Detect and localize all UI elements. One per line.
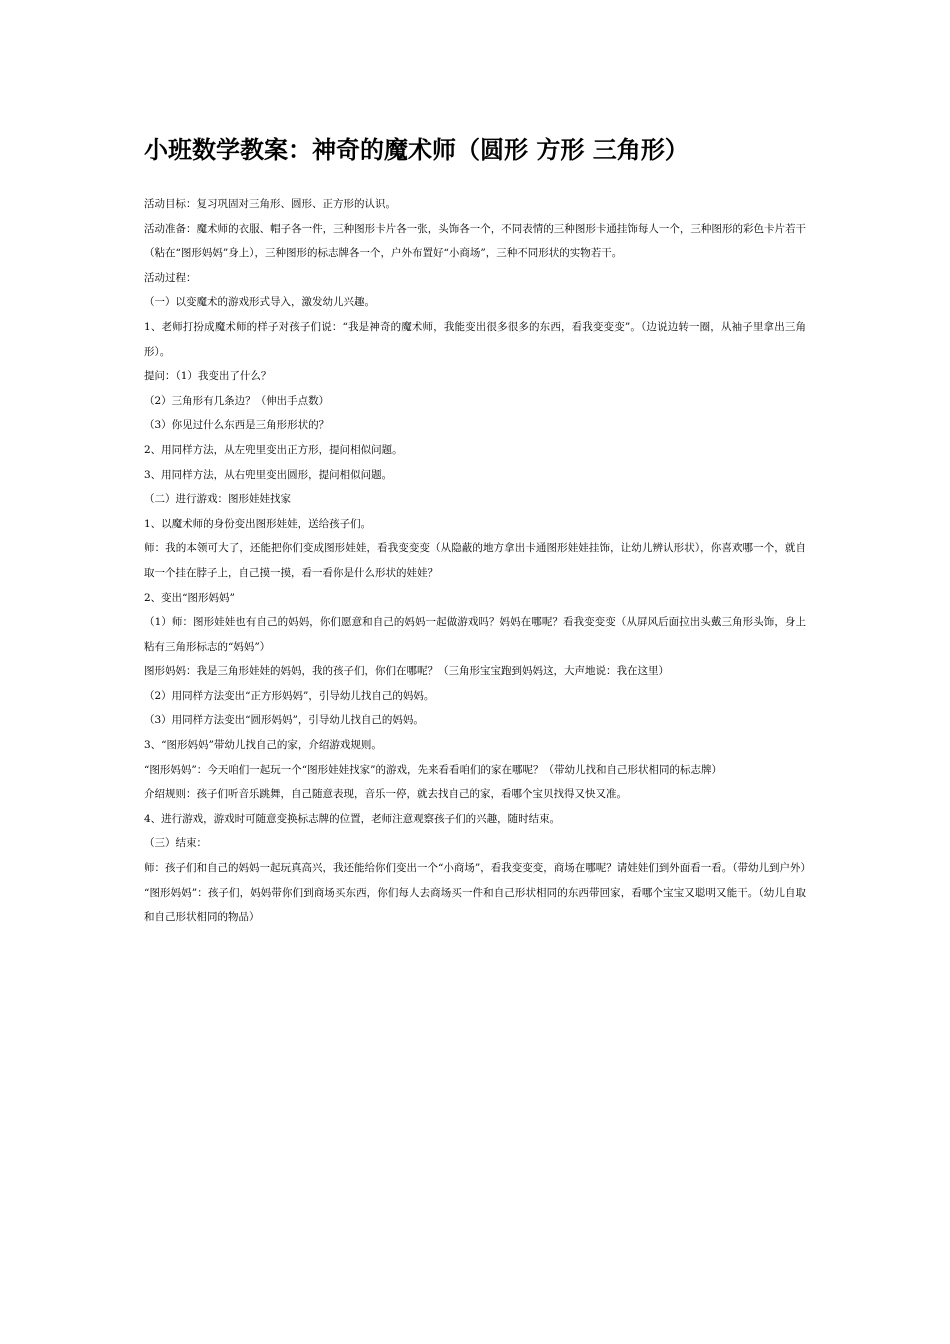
paragraph-section-3: （三）结束： — [144, 837, 207, 850]
paragraph: （1）师：图形娃娃也有自己的妈妈，你们愿意和自己的妈妈一起做游戏吗？妈妈在哪呢？看我变变变（从屏风后面拉出头戴三角形头饰，身上粘有三角形标志的“妈妈”） — [144, 616, 806, 653]
paragraph: 提问：（1）我变出了什么？ — [144, 370, 272, 383]
paragraph-goal: 活动目标：复习巩固对三角形、圆形、正方形的认识。 — [144, 198, 396, 210]
paragraph: 1、以魔术师的身份变出图形娃娃，送给孩子们。 — [144, 517, 372, 530]
paragraph: 1、老师打扮成魔术师的样子对孩子们说：“我是神奇的魔术师，我能变出很多很多的东西，看我变变变”。（边说边转一圈，从袖子里拿出三角形）。 — [144, 320, 806, 358]
paragraph: 师：我的本领可大了，还能把你们变成图形娃娃，看我变变变（从隐蔽的地方拿出卡通图形娃娃挂饰，让幼儿辨认形状），你喜欢哪一个，就自取一个挂在脖子上，自己摸一摸，看一看你是什么形状的娃娃？ — [144, 542, 806, 579]
paragraph: 师：孩子们和自己的妈妈一起玩真高兴，我还能给你们变出一个“小商场”，看我变变变，商场在哪呢？请娃娃们到外面看一看。（带幼儿到户外） — [144, 862, 811, 875]
paragraph: 图形妈妈：我是三角形娃娃的妈妈，我的孩子们，你们在哪呢？（三角形宝宝跑到妈妈这，大声地说：我在这里） — [144, 665, 669, 678]
paragraph-process-heading: 活动过程： — [144, 271, 197, 284]
paragraph-preparation: 活动准备：魔术师的衣服、帽子各一件，三种图形卡片各一张，头饰各一个，不同表情的三种图形卡通挂饰每人一个，三种图形的彩色卡片若干（粘在“图形妈妈”身上），三种图形的标志牌各一个，户外布置好“小商场”，三种不同形状的实物若干。 — [144, 222, 806, 260]
paragraph: 4、进行游戏，游戏时可随意变换标志牌的位置，老师注意观察孩子们的兴趣，随时结束。 — [144, 812, 561, 825]
paragraph: “图形妈妈”：孩子们，妈妈带你们到商场买东西，你们每人去商场买一件和自己形状相同的东西带回家，看哪个宝宝又聪明又能干。（幼儿自取和自己形状相同的物品） — [144, 886, 806, 924]
paragraph-section-2: （二）进行游戏：图形娃娃找家 — [144, 493, 291, 506]
paragraph: 2、变出“图形妈妈” — [144, 591, 235, 604]
document-body — [144, 192, 811, 930]
paragraph: 介绍规则：孩子们听音乐跳舞，自己随意表现，音乐一停，就去找自己的家，看哪个宝贝找得又快又准。 — [144, 788, 627, 801]
paragraph: 2、用同样方法，从左兜里变出正方形，提问相似问题。 — [144, 443, 403, 456]
paragraph: （3）你见过什么东西是三角形形状的？ — [144, 419, 330, 432]
paragraph: 3、用同样方法，从右兜里变出圆形，提问相似问题。 — [144, 468, 393, 481]
paragraph-section-1: （一）以变魔术的游戏形式导入，激发幼儿兴趣。 — [144, 296, 375, 309]
paragraph: （2）用同样方法变出“正方形妈妈”，引导幼儿找自己的妈妈。 — [144, 689, 435, 702]
paragraph: 3、“图形妈妈”带幼儿找自己的家，介绍游戏规则。 — [144, 739, 382, 752]
paragraph: （2）三角形有几条边？（伸出手点数） — [144, 394, 330, 407]
document-title: 小班数学教案：神奇的魔术师（圆形 方形 三角形） — [144, 136, 689, 164]
paragraph: “图形妈妈”：今天咱们一起玩一个“图形娃娃找家”的游戏，先来看看咱们的家在哪呢？（带幼儿找和自己形状相同的标志牌） — [144, 763, 722, 776]
paragraph: （3）用同样方法变出“圆形妈妈”，引导幼儿找自己的妈妈。 — [144, 714, 424, 727]
